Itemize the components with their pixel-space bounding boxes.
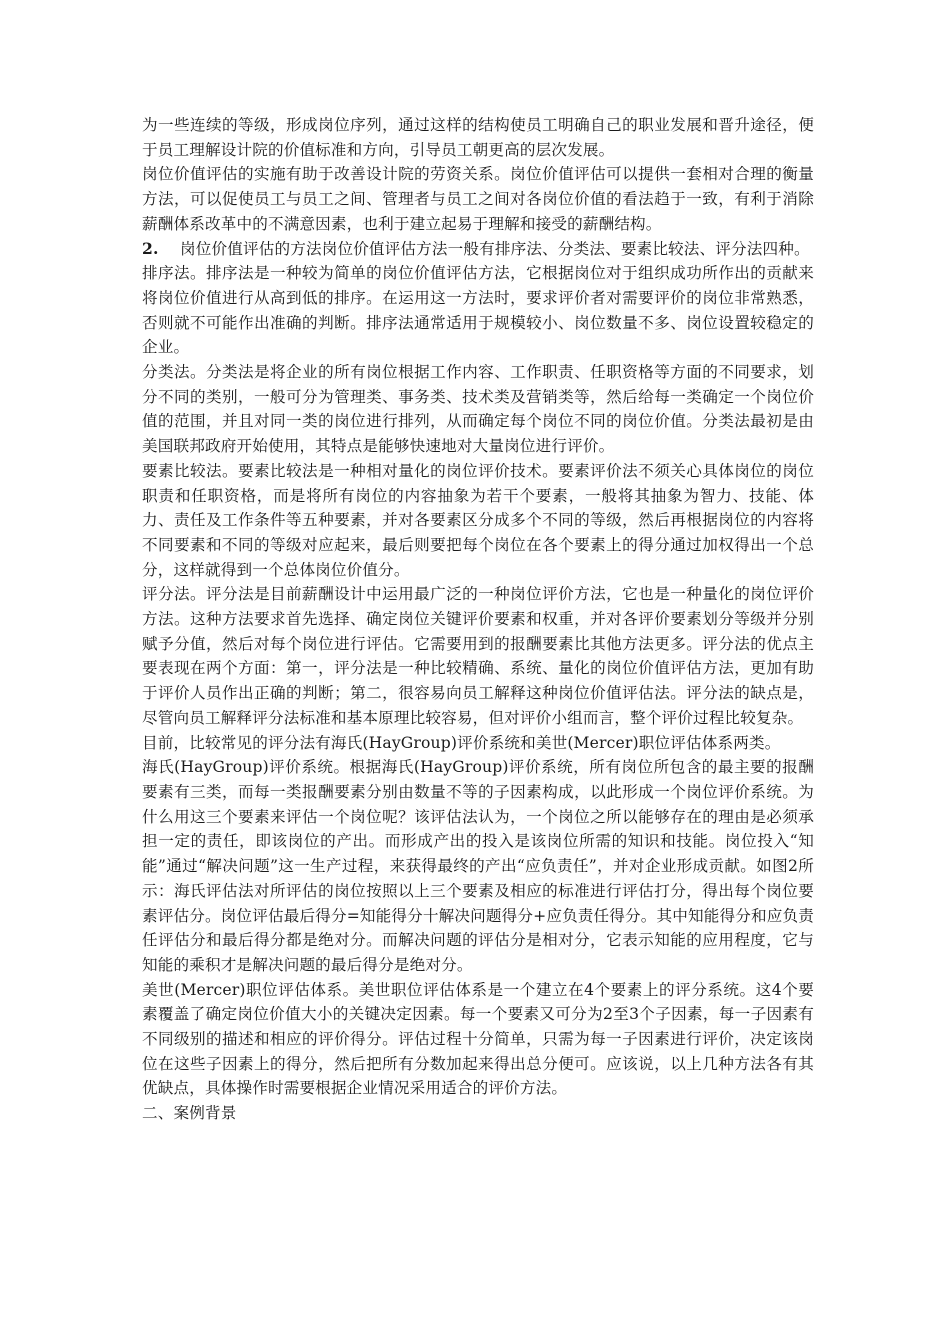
paragraph-ranking-method: 排序法。排序法是一种较为简单的岗位价值评估方法，它根据岗位对于组织成功所作出的贡献来将岗位价值进行从高到低的排序。在运用这一方法时，要求评价者对需要评价的岗位非常熟悉，否则就不可能作出准确的判断。排序法通常适用于规模较小、岗位数量不多、岗位设置较稳定的企业。 [142,264,814,357]
paragraph-labor-relations: 岗位价值评估的实施有助于改善设计院的劳资关系。岗位价值评估可以提供一套相对合理的衡量方法，可以促使员工与员工之间、管理者与员工之间对各岗位价值的看法趋于一致，有利于消除薪酬体系改革中的不满意因素，也利于建立起易于理解和接受的薪酬结构。 [142,165,814,233]
section-heading-case-background: 二、案例背景 [142,1104,237,1123]
item-text: 岗位价值评估的方法岗位价值评估方法一般有排序法、分类法、要素比较法、评分法四种。 [180,239,810,258]
paragraph-hay-system: 海氏(HayGroup)评价系统。根据海氏(HayGroup)评价系统，所有岗位所包含的最主要的报酬要素有三类，而每一类报酬要素分别由数量不等的子因素构成，以此形成一个岗位评价系统。为什么用这三个要素来评估一个岗位呢？该评估法认为，一个岗位之所以能够存在的理由是必须承担一定的责任，即该岗位的产出。而形成产出的投入是该岗位所需的知识和技能。岗位投入“知能”通过“解决问题”这一生产过程，来获得最终的产出“应负责任”，并对企业形成贡献。如图2所示：海氏评估法对所评估的岗位按照以上三个要素及相应的标准进行评估打分，得出每个岗位要素评估分。岗位评估最后得分=知能得分十解决问题得分+应负责任得分。其中知能得分和应负责任评估分和最后得分都是绝对分。而解决问题的评估分是相对分，它表示知能的应用程度，它与知能的乘积才是解决问题的最后得分是绝对分。 [142,758,814,974]
item-number: 2. [142,238,159,258]
paragraph-factor-comparison-method: 要素比较法。要素比较法是一种相对量化的岗位评价技术。要素评价法不须关心具体岗位的岗位职责和任职资格，而是将所有岗位的内容抽象为若干个要素，一般将其抽象为智力、技能、体力、责任及工作条件等五种要素，并对各要素区分成多个不同的等级，然后再根据岗位的内容将不同要素和不同的等级对应起来，最后则要把每个岗位在各个要素上的得分通过加权得出一个总分，这样就得到一个总体岗位价值分。 [142,461,814,579]
paragraph-classification-method: 分类法。分类法是将企业的所有岗位根据工作内容、工作职责、任职资格等方面的不同要求，划分不同的类别，一般可分为管理类、事务类、技术类及营销类等，然后给每一类确定一个岗位价值的范围，并且对同一类的岗位进行排列，从而确定每个岗位不同的岗位价值。分类法最初是由美国联邦政府开始使用，其特点是能够快速地对大量岗位进行评价。 [142,363,814,456]
paragraph-point-method: 评分法。评分法是目前薪酬设计中运用最广泛的一种岗位评价方法，它也是一种量化的岗位评价方法。这种方法要求首先选择、确定岗位关键评价要素和权重，并对各评价要素划分等级并分别赋予分值，然后对每个岗位进行评估。它需要用到的报酬要素比其他方法更多。评分法的优点主要表现在两个方面：第一，评分法是一种比较精确、系统、量化的岗位价值评估方法，更加有助于评价人员作出正确的判断；第二，很容易向员工解释这种岗位价值评估法。评分法的缺点是，尽管向员工解释评分法标准和基本原理比较容易，但对评价小组而言，整个评价过程比较复杂。 [142,585,814,727]
numbered-item-evaluation-methods [142,237,814,262]
paragraph-common-point-systems: 目前，比较常见的评分法有海氏(HayGroup)评价系统和美世(Mercer)职位评估体系两类。 [142,733,781,752]
document-body [142,113,814,1126]
paragraph-mercer-system: 美世(Mercer)职位评估体系。美世职位评估体系是一个建立在4个要素上的评分系统。这4个要素覆盖了确定岗位价值大小的关键决定因素。每一个要素又可分为2至3个子因素，每一子因素有不同级别的描述和相应的评价得分。评估过程十分简单，只需为每一子因素进行评价，决定该岗位在这些子因素上的得分，然后把所有分数加起来得出总分便可。应该说，以上几种方法各有其优缺点，具体操作时需要根据企业情况采用适合的评价方法。 [142,980,814,1098]
paragraph-ranking-sequence: 为一些连续的等级，形成岗位序列，通过这样的结构使员工明确自己的职业发展和晋升途径，便于员工理解设计院的价值标准和方向，引导员工朝更高的层次发展。 [142,116,814,159]
